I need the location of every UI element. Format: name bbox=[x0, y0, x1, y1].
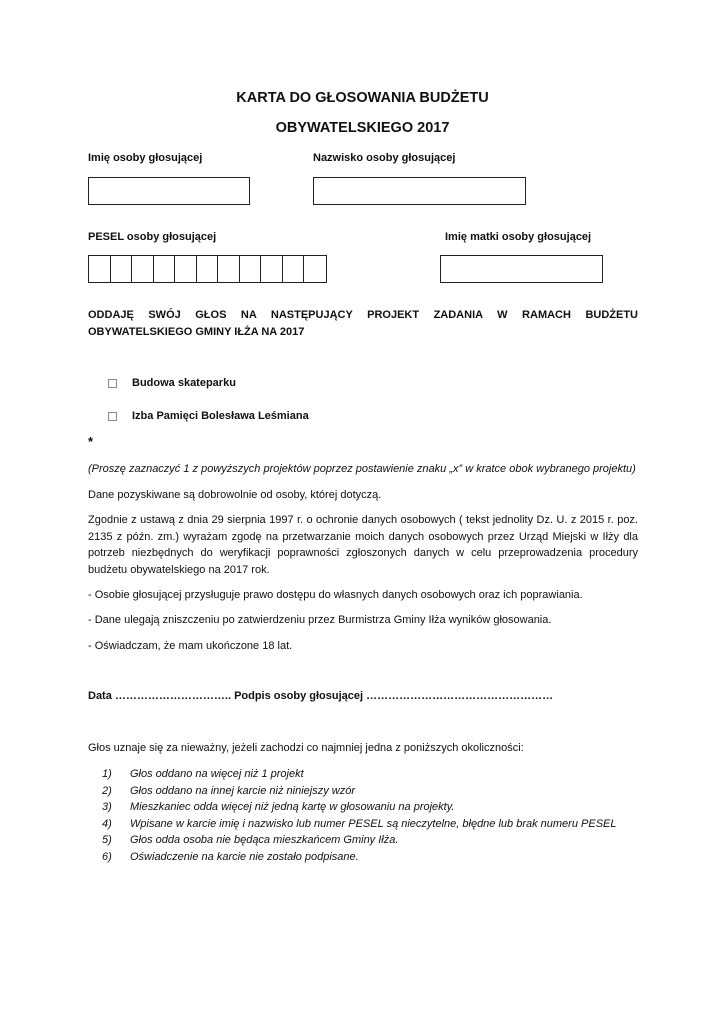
consent-text: Zgodnie z ustawą z dnia 29 sierpnia 1997 r. o ochronie danych osobowych ( tekst jednolity Dz. U. z 2015 r. poz. 2135 z późn. zm.) wyrażam zgodę na przetwarzanie moich danych osobowych przez Urząd Miejski w Iłży dla potrzeb niezbędnych do weryfikacji poprawności zgłoszonych danych w celu przeprowadzenia procedury budżetu obywatelskiego na 2017 rok. bbox=[88, 514, 638, 576]
list-item bbox=[102, 783, 642, 800]
list-number: 5) bbox=[102, 834, 112, 846]
pesel-digit-cell[interactable] bbox=[240, 256, 262, 282]
pesel-digit-cell[interactable] bbox=[89, 256, 111, 282]
first-name-field[interactable] bbox=[88, 177, 250, 205]
vote-heading: ODDAJĘ SWÓJ GŁOS NA NASTĘPUJĄCY PROJEKT ZADANIA W RAMACH BUDŻETU OBYWATELSKIEGO GMINY IŁŻA NA 2017 bbox=[88, 309, 638, 338]
list-text: Głos oddano na innej karcie niż niniejszy wzór bbox=[130, 784, 356, 797]
pesel-digit-cell[interactable] bbox=[175, 256, 197, 282]
last-name-field[interactable] bbox=[313, 177, 526, 205]
option-memorial-room[interactable] bbox=[108, 410, 309, 422]
list-number: 3) bbox=[102, 801, 112, 813]
mother-name-label: Imię matki osoby głosującej bbox=[445, 231, 592, 243]
option-checkbox[interactable] bbox=[108, 412, 117, 421]
pesel-digit-cell[interactable] bbox=[261, 256, 283, 282]
option-label: Izba Pamięci Bolesława Leśmiana bbox=[132, 410, 309, 422]
option-label: Budowa skateparku bbox=[132, 377, 236, 389]
list-item bbox=[102, 832, 642, 849]
list-number: 6) bbox=[102, 850, 112, 863]
first-name-label: Imię osoby głosującej bbox=[88, 152, 203, 164]
instruction-text: (Proszę zaznaczyć 1 z powyższych projektów poprzez postawienie znaku „x” w kratce obok wybranego projektu) bbox=[88, 463, 636, 475]
pesel-digit-cell[interactable] bbox=[111, 256, 133, 282]
signature-line: Data ………………………….. Podpis osoby głosującej …………………………………………… bbox=[88, 690, 554, 702]
list-text: Oświadczenie na karcie nie zostało podpisane. bbox=[130, 850, 359, 863]
mother-name-field[interactable] bbox=[440, 255, 603, 283]
last-name-label: Nazwisko osoby głosującej bbox=[313, 152, 456, 164]
list-item bbox=[102, 849, 642, 866]
pesel-digit-cell[interactable] bbox=[154, 256, 176, 282]
asterisk-mark: * bbox=[88, 434, 94, 449]
list-number: 4) bbox=[102, 817, 112, 830]
pesel-digit-cell[interactable] bbox=[132, 256, 154, 282]
list-text: Głos odda osoba nie będąca mieszkańcem Gminy Iłża. bbox=[130, 834, 399, 846]
note-age-declaration: - Oświadczam, że mam ukończone 18 lat. bbox=[88, 640, 293, 652]
list-text: Głos oddano na więcej niż 1 projekt bbox=[130, 768, 304, 780]
note-access-rights: - Osobie głosującej przysługuje prawo dostępu do własnych danych osobowych oraz ich poprawiania. bbox=[88, 589, 583, 601]
note-data-destruction: - Dane ulegają zniszczeniu po zatwierdzeniu przez Burmistrza Gminy Iłża wyników głosowania. bbox=[88, 614, 552, 626]
list-number: 2) bbox=[102, 784, 112, 797]
list-item bbox=[102, 816, 642, 833]
option-checkbox[interactable] bbox=[108, 379, 117, 388]
pesel-digit-cell[interactable] bbox=[283, 256, 305, 282]
pesel-digit-cell[interactable] bbox=[197, 256, 219, 282]
invalid-conditions-list bbox=[102, 766, 642, 865]
pesel-digit-cell[interactable] bbox=[304, 256, 326, 282]
list-text: Wpisane w karcie imię i nazwisko lub numer PESEL są nieczytelne, błędne lub brak numeru PESEL bbox=[130, 817, 617, 830]
invalid-intro: Głos uznaje się za nieważny, jeżeli zachodzi co najmniej jedna z poniższych okoliczności: bbox=[88, 742, 524, 754]
pesel-label: PESEL osoby głosującej bbox=[88, 231, 217, 243]
title-line-1: KARTA DO GŁOSOWANIA BUDŻETU bbox=[236, 90, 489, 106]
pesel-field[interactable] bbox=[88, 255, 327, 283]
option-skatepark[interactable] bbox=[108, 377, 236, 389]
list-item bbox=[102, 799, 642, 816]
voluntary-text: Dane pozyskiwane są dobrowolnie od osoby, której dotyczą. bbox=[88, 489, 382, 501]
title-line-2: OBYWATELSKIEGO 2017 bbox=[275, 120, 450, 136]
pesel-digit-cell[interactable] bbox=[218, 256, 240, 282]
list-number: 1) bbox=[102, 768, 112, 780]
list-text: Mieszkaniec odda więcej niż jedną kartę w głosowaniu na projekty. bbox=[130, 801, 455, 813]
list-item bbox=[102, 766, 642, 783]
